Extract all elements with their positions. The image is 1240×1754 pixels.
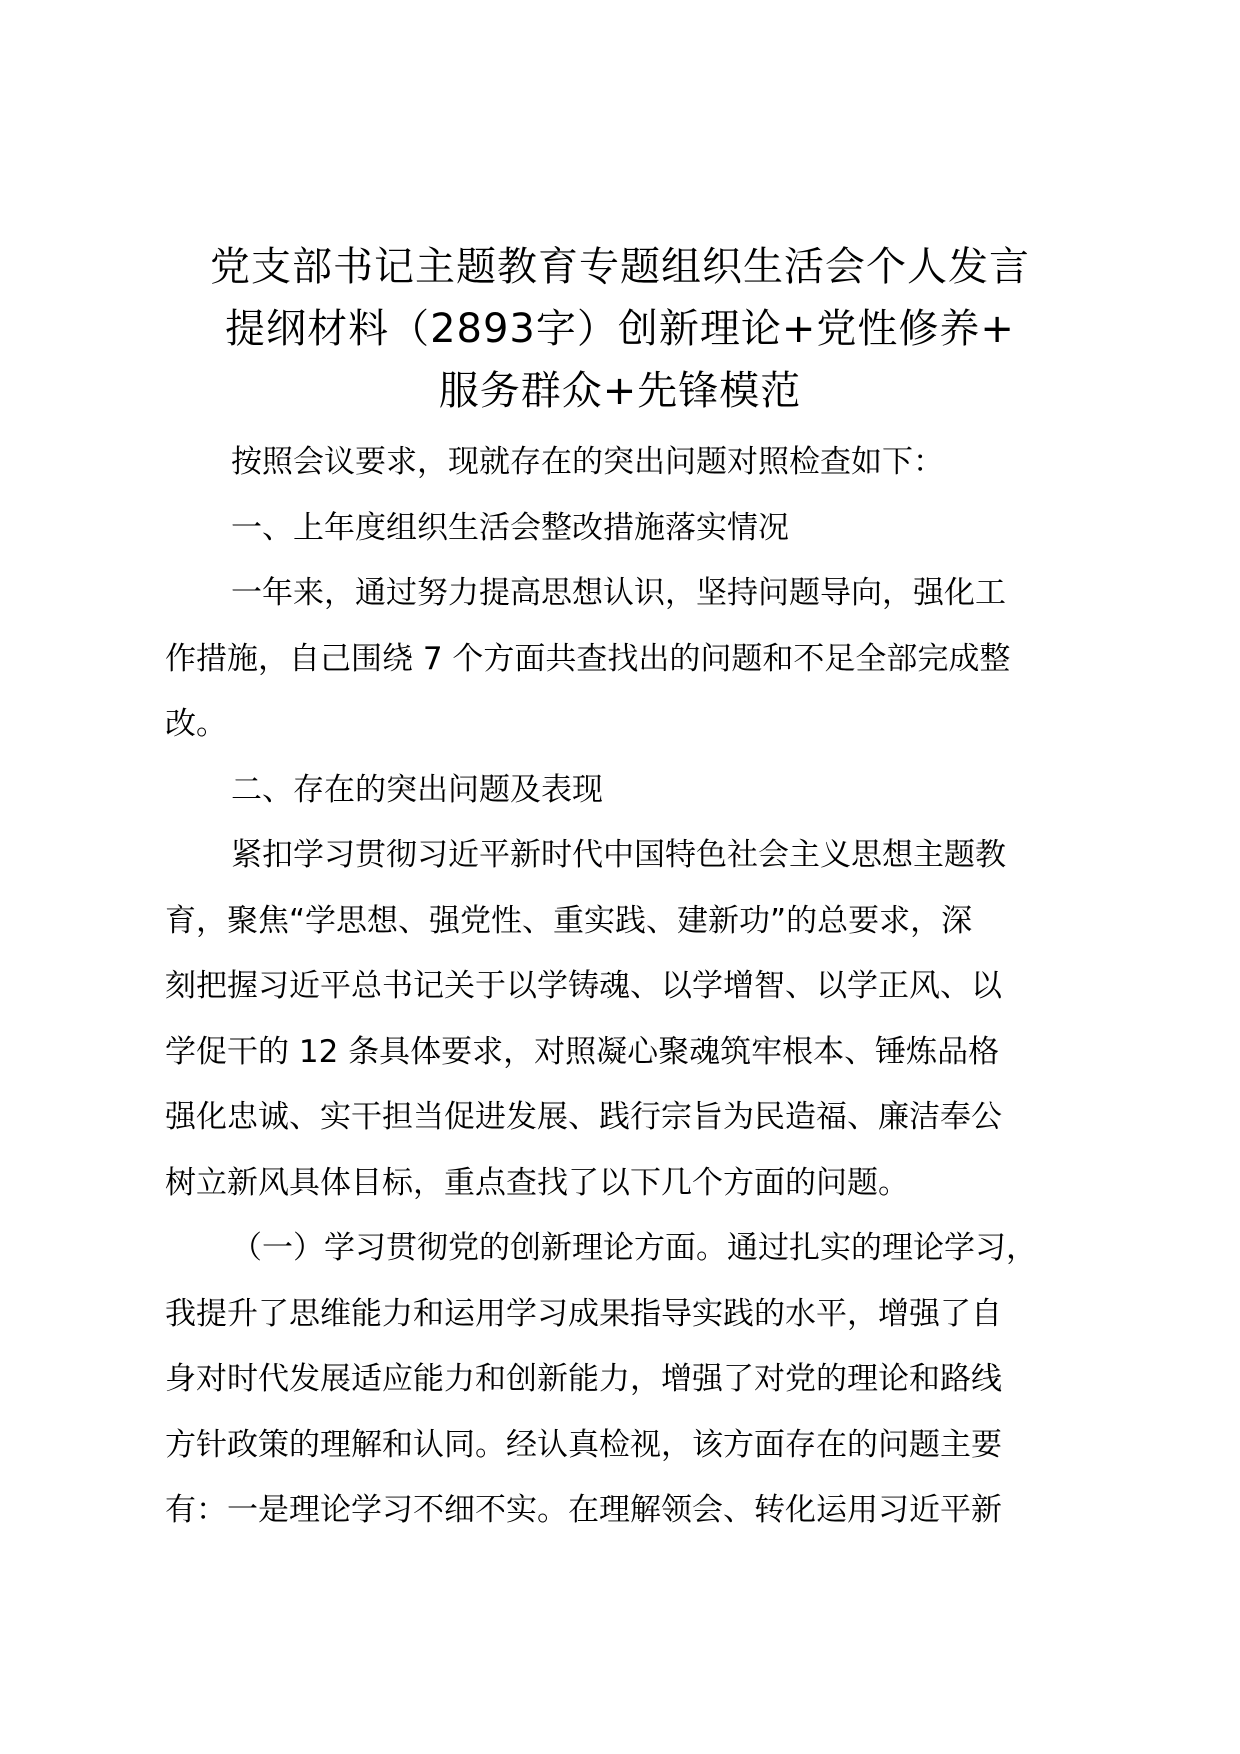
document-body — [165, 430, 1085, 1544]
paragraph-line: 紧扣学习贯彻习近平新时代中国特色社会主义思想主题教 — [231, 837, 1006, 873]
document-title — [150, 236, 1090, 422]
paragraph-line: 学促干的 12 条具体要求，对照凝心聚魂筑牢根本、锤炼品格 — [165, 1033, 1000, 1070]
title-line-3: 服务群众+先锋模范 — [438, 368, 802, 414]
title-line-1: 党支部书记主题教育专题组织生活会个人发言 — [210, 244, 1030, 290]
paragraph-line: 作措施，自己围绕 7 个方面共查找出的问题和不足全部完成整 — [165, 640, 1011, 677]
paragraph-line: 刻把握习近平总书记关于以学铸魂、以学增智、以学正风、以 — [165, 968, 1002, 1004]
section-heading-1: 一、上年度组织生活会整改措施落实情况 — [231, 509, 789, 546]
paragraph-line: 身对时代发展适应能力和创新能力，增强了对党的理论和路线 — [165, 1361, 1002, 1397]
section-heading-2: 二、存在的突出问题及表现 — [231, 771, 603, 808]
paragraph-line: 我提升了思维能力和运用学习成果指导实践的水平，增强了自 — [165, 1295, 1002, 1332]
paragraph-line: 改。 — [165, 706, 227, 742]
paragraph-line: 方针政策的理解和认同。经认真检视，该方面存在的问题主要 — [165, 1426, 1002, 1463]
paragraph-line: 育，聚焦“学思想、强党性、重实践、建新功”的总要求，深 — [165, 902, 973, 939]
paragraph-line: 有：一是理论学习不细不实。在理解领会、转化运用习近平新 — [165, 1492, 1002, 1528]
subsection-heading-1: （一）学习贯彻党的创新理论方面。通过扎实的理论学习， — [231, 1230, 1037, 1266]
intro-paragraph: 按照会议要求，现就存在的突出问题对照检查如下： — [231, 444, 944, 480]
paragraph-line: 强化忠诚、实干担当促进发展、践行宗旨为民造福、廉洁奉公 — [165, 1099, 1002, 1135]
paragraph-line: 树立新风具体目标，重点查找了以下几个方面的问题。 — [165, 1164, 909, 1201]
paragraph-line: 一年来，通过努力提高思想认识，坚持问题导向，强化工 — [231, 575, 1006, 611]
title-line-2: 提纲材料（2893字）创新理论+党性修养+ — [225, 306, 1015, 352]
